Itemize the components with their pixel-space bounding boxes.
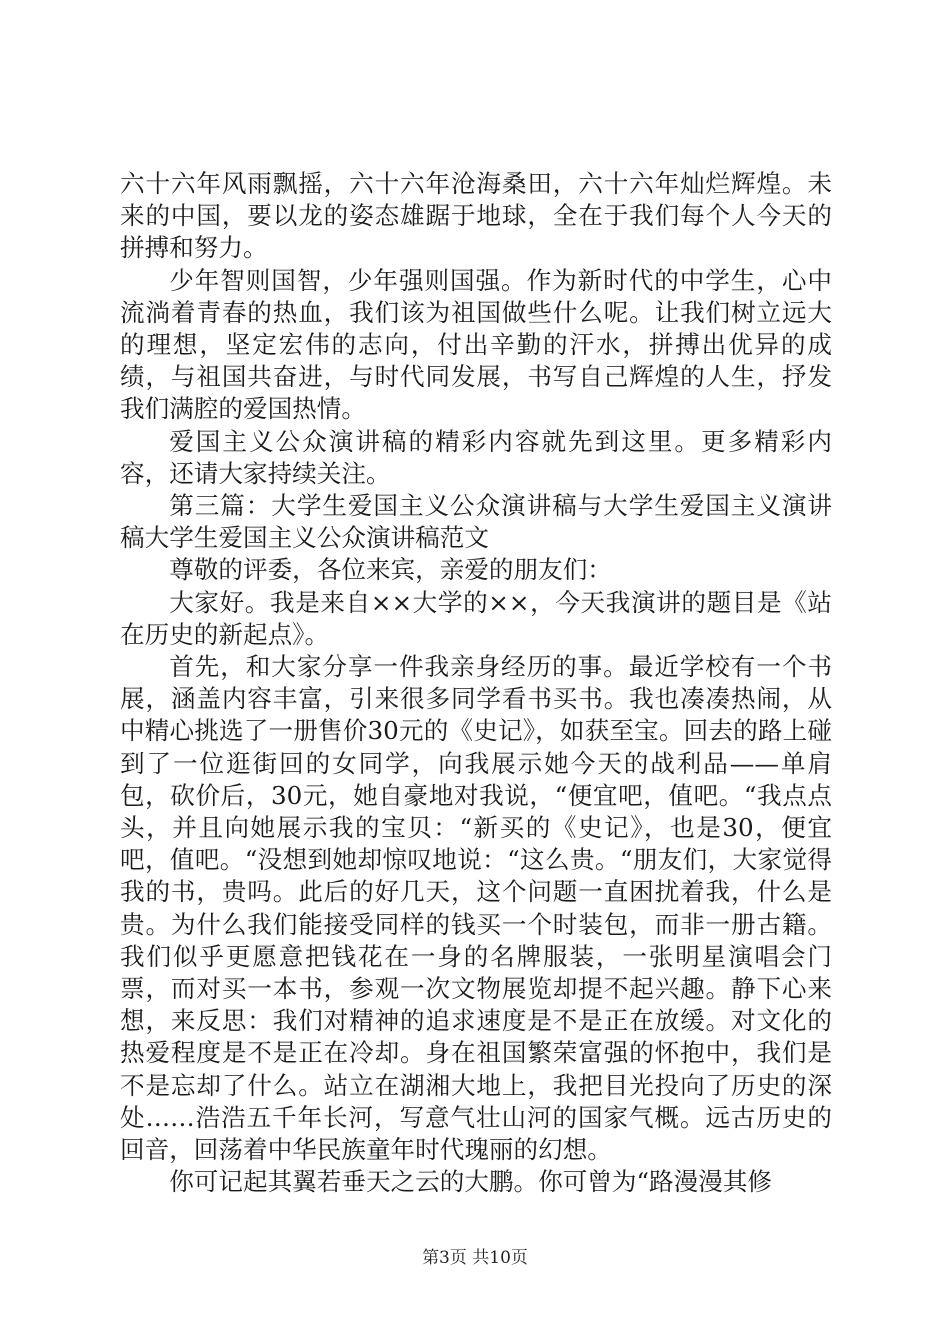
- paragraph-1: 六十六年风雨飘摇，六十六年沧海桑田，六十六年灿烂辉煌。未来的中国，要以龙的姿态雄踞于地球，全在于我们每个人今天的拼搏和努力。: [120, 169, 832, 263]
- paragraph-3: 爱国主义公众演讲稿的精彩内容就先到这里。更多精彩内容，还请大家持续关注。: [120, 426, 832, 488]
- document-body: [120, 168, 832, 1199]
- paragraph-last: 你可记起其翼若垂天之云的大鹏。你可曾为“路漫漫其修: [169, 1167, 773, 1197]
- paragraph-2: 少年智则国智，少年强则国强。作为新时代的中学生，心中流淌着青春的热血，我们该为祖国做些什么呢。让我们树立远大的理想，坚定宏伟的志向，付出辛勤的汗水，拼搏出优异的成绩，与祖国共奋进，与时代同发展，书写自己辉煌的人生，抒发我们满腔的爱国热情。: [120, 265, 832, 424]
- section-heading: 第三篇：大学生爱国主义公众演讲稿与大学生爱国主义演讲稿大学生爱国主义公众演讲稿范文: [120, 491, 832, 553]
- paragraph-greeting: 大家好。我是来自××大学的××，今天我演讲的题目是《站在历史的新起点》。: [120, 587, 832, 649]
- salutation: 尊敬的评委，各位来宾，亲爱的朋友们：: [169, 555, 612, 585]
- paragraph-story: 首先，和大家分享一件我亲身经历的事。最近学校有一个书展，涵盖内容丰富，引来很多同学看书买书。我也凑凑热闹，从中精心挑选了一册售价30元的《史记》，如获至宝。回去的路上碰到了一位逛街回的女同学，向我展示她今天的战利品——单肩包，砍价后，30元，她自豪地对我说，“便宜吧，值吧。“我点点头，并且向她展示我的宝贝：“新买的《史记》，也是30，便宜吧，值吧。“没想到她却惊叹地说：“这么贵。“朋友们，大家觉得我的书，贵吗。此后的好几天，这个问题一直困扰着我，什么是贵。为什么我们能接受同样的钱买一个时装包，而非一册古籍。我们似乎更愿意把钱花在一身的名牌服装，一张明星演唱会门票，而对买一本书，参观一次文物展览却提不起兴趣。静下心来想，来反思：我们对精神的追求速度是不是正在放缓。对文化的热爱程度是不是正在冷却。身在祖国繁荣富强的怀抱中，我们是不是忘却了什么。站立在湖湘大地上，我把目光投向了历史的深处……浩浩五千年长河，写意气壮山河的国家气概。远古历史的回音，回荡着中华民族童年时代瑰丽的幻想。: [120, 652, 832, 1165]
- page-number-footer: 第3页 共10页: [422, 1248, 528, 1268]
